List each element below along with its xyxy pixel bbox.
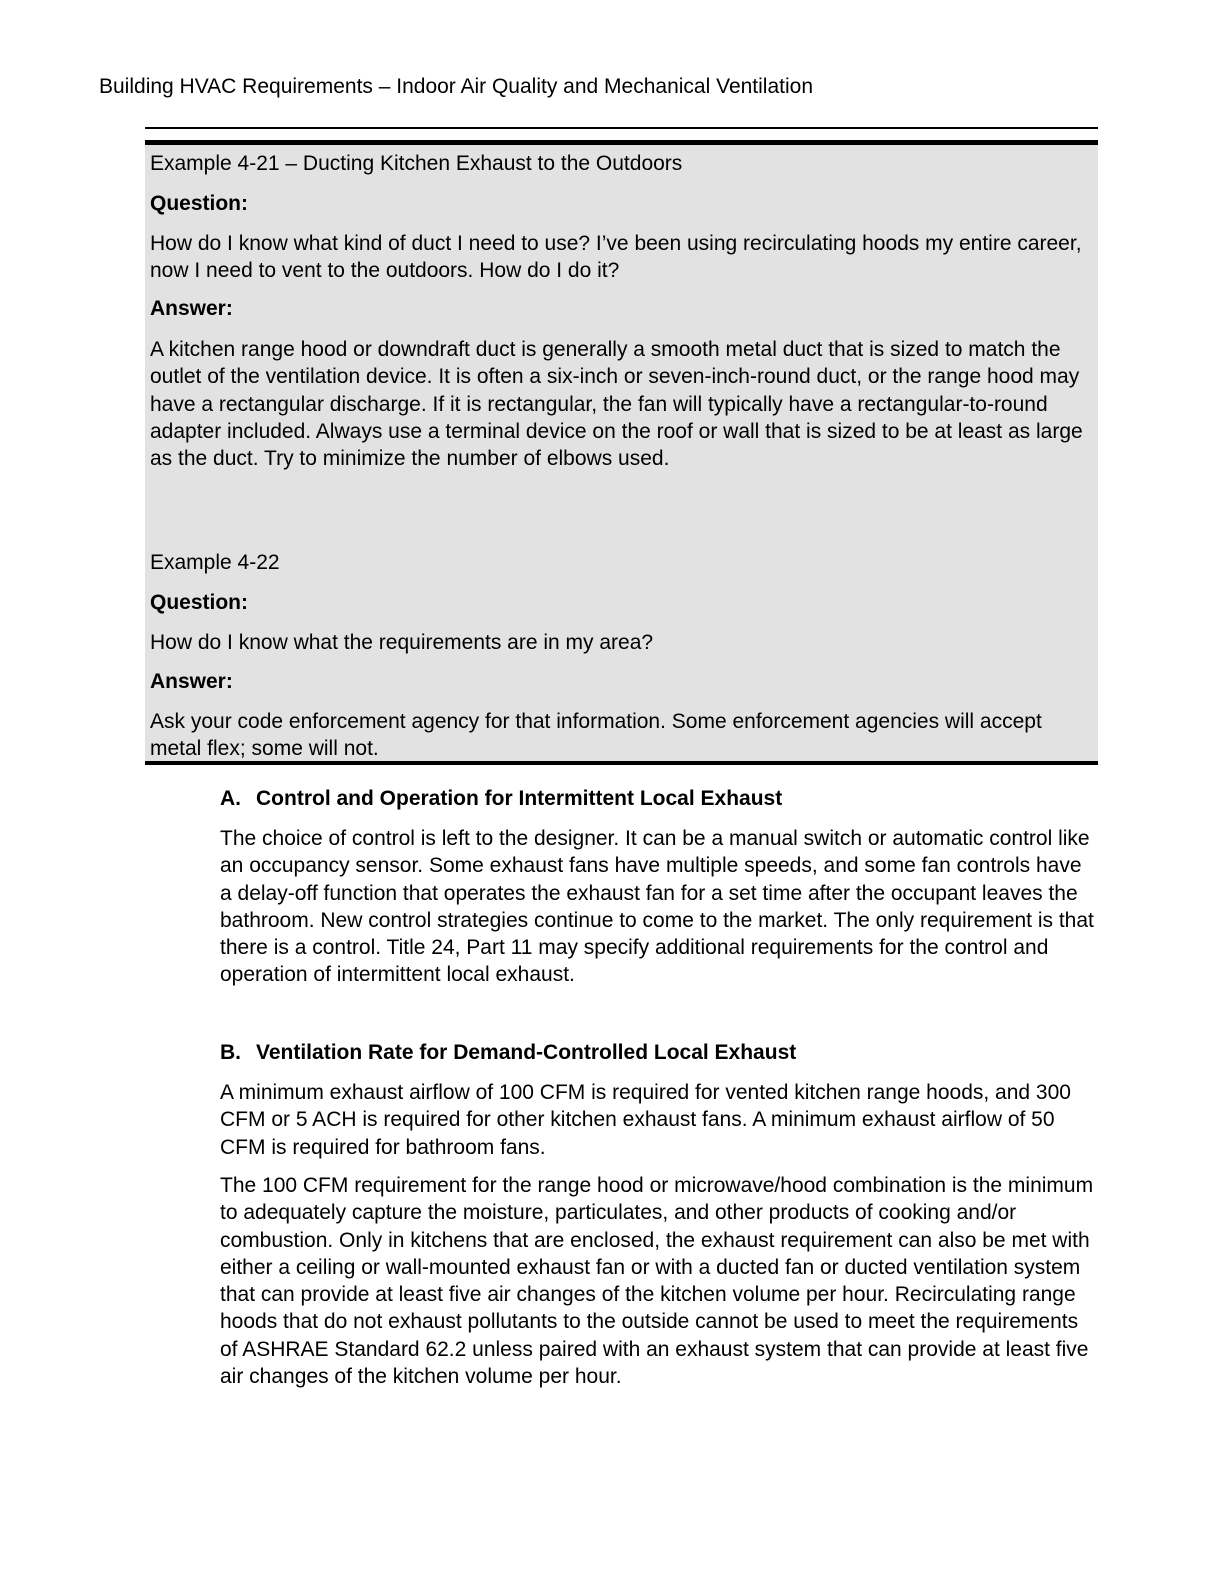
running-header: Building HVAC Requirements – Indoor Air Quality and Mechanical Ventilation — [99, 75, 813, 98]
section-b-paragraph-1: A minimum exhaust airflow of 100 CFM is required for vented kitchen range hoods, and 300 CFM or 5 ACH is required for other kitchen exhaust fans. A minimum exhaust airflow of 50 CFM is required for bathroom fans. — [220, 1081, 1071, 1159]
section-b-heading — [220, 1040, 796, 1066]
example-4-21-answer-label: Answer: — [150, 297, 233, 320]
section-b-letter: B. — [220, 1041, 241, 1064]
example-4-22-answer-label: Answer: — [150, 670, 233, 693]
section-a-paragraph: The choice of control is left to the designer. It can be a manual switch or automatic control like an occupancy sensor. Some exhaust fans have multiple speeds, and some fan controls have a delay-off function that operates the exhaust fan for a set time after the occupant leaves the bathroom. New control strategies continue to come to the market. The only requirement is that there is a control. Title 24, Part 11 may specify additional requirements for the control and operation of intermittent local exhaust. — [220, 827, 1094, 987]
section-a-heading — [220, 786, 782, 812]
example-4-22-answer-text: Ask your code enforcement agency for that information. Some enforcement agencies will accept metal flex; some will not. — [150, 710, 1042, 761]
example-box — [145, 140, 1098, 765]
example-4-21-answer-text: A kitchen range hood or downdraft duct is generally a smooth metal duct that is sized to match the outlet of the ventilation device. It is often a six-inch or seven-inch-round duct, or the range hood may have a rectangular discharge. If it is rectangular, the fan will typically have a rectangular-to-round adapter included. Always use a terminal device on the roof or wall that is sized to be at least as large as the duct. Try to minimize the number of elbows used. — [150, 338, 1083, 471]
section-b-title: Ventilation Rate for Demand-Controlled Local Exhaust — [256, 1041, 797, 1064]
section-a-title: Control and Operation for Intermittent Local Exhaust — [256, 787, 783, 810]
section-b-paragraph-2: The 100 CFM requirement for the range hood or microwave/hood combination is the minimum to adequately capture the moisture, particulates, and other products of cooking and/or combustion. Only in kitchens that are enclosed, the exhaust requirement can also be met with either a ceiling or wall-mounted exhaust fan or with a ducted fan or ducted ventilation system that can provide at least five air changes of the kitchen volume per hour. Recirculating range hoods that do not exhaust pollutants to the outside cannot be used to meet the requirements of ASHRAE Standard 62.2 unless paired with an exhaust system that can provide at least five air changes of the kitchen volume per hour. — [220, 1174, 1094, 1389]
example-4-21-question-label: Question: — [150, 192, 248, 215]
section-a-letter: A. — [220, 787, 241, 810]
example-4-22-question-text: How do I know what the requirements are in my area? — [150, 631, 654, 654]
example-4-21-question-text: How do I know what kind of duct I need to use? I’ve been using recirculating hoods my entire career, now I need to vent to the outdoors. How do I do it? — [150, 232, 1082, 283]
example-4-22-title: Example 4-22 — [150, 551, 280, 574]
header-divider — [145, 127, 1098, 129]
example-4-22-question-label: Question: — [150, 591, 248, 614]
example-4-21-title: Example 4-21 – Ducting Kitchen Exhaust to the Outdoors — [150, 152, 683, 175]
